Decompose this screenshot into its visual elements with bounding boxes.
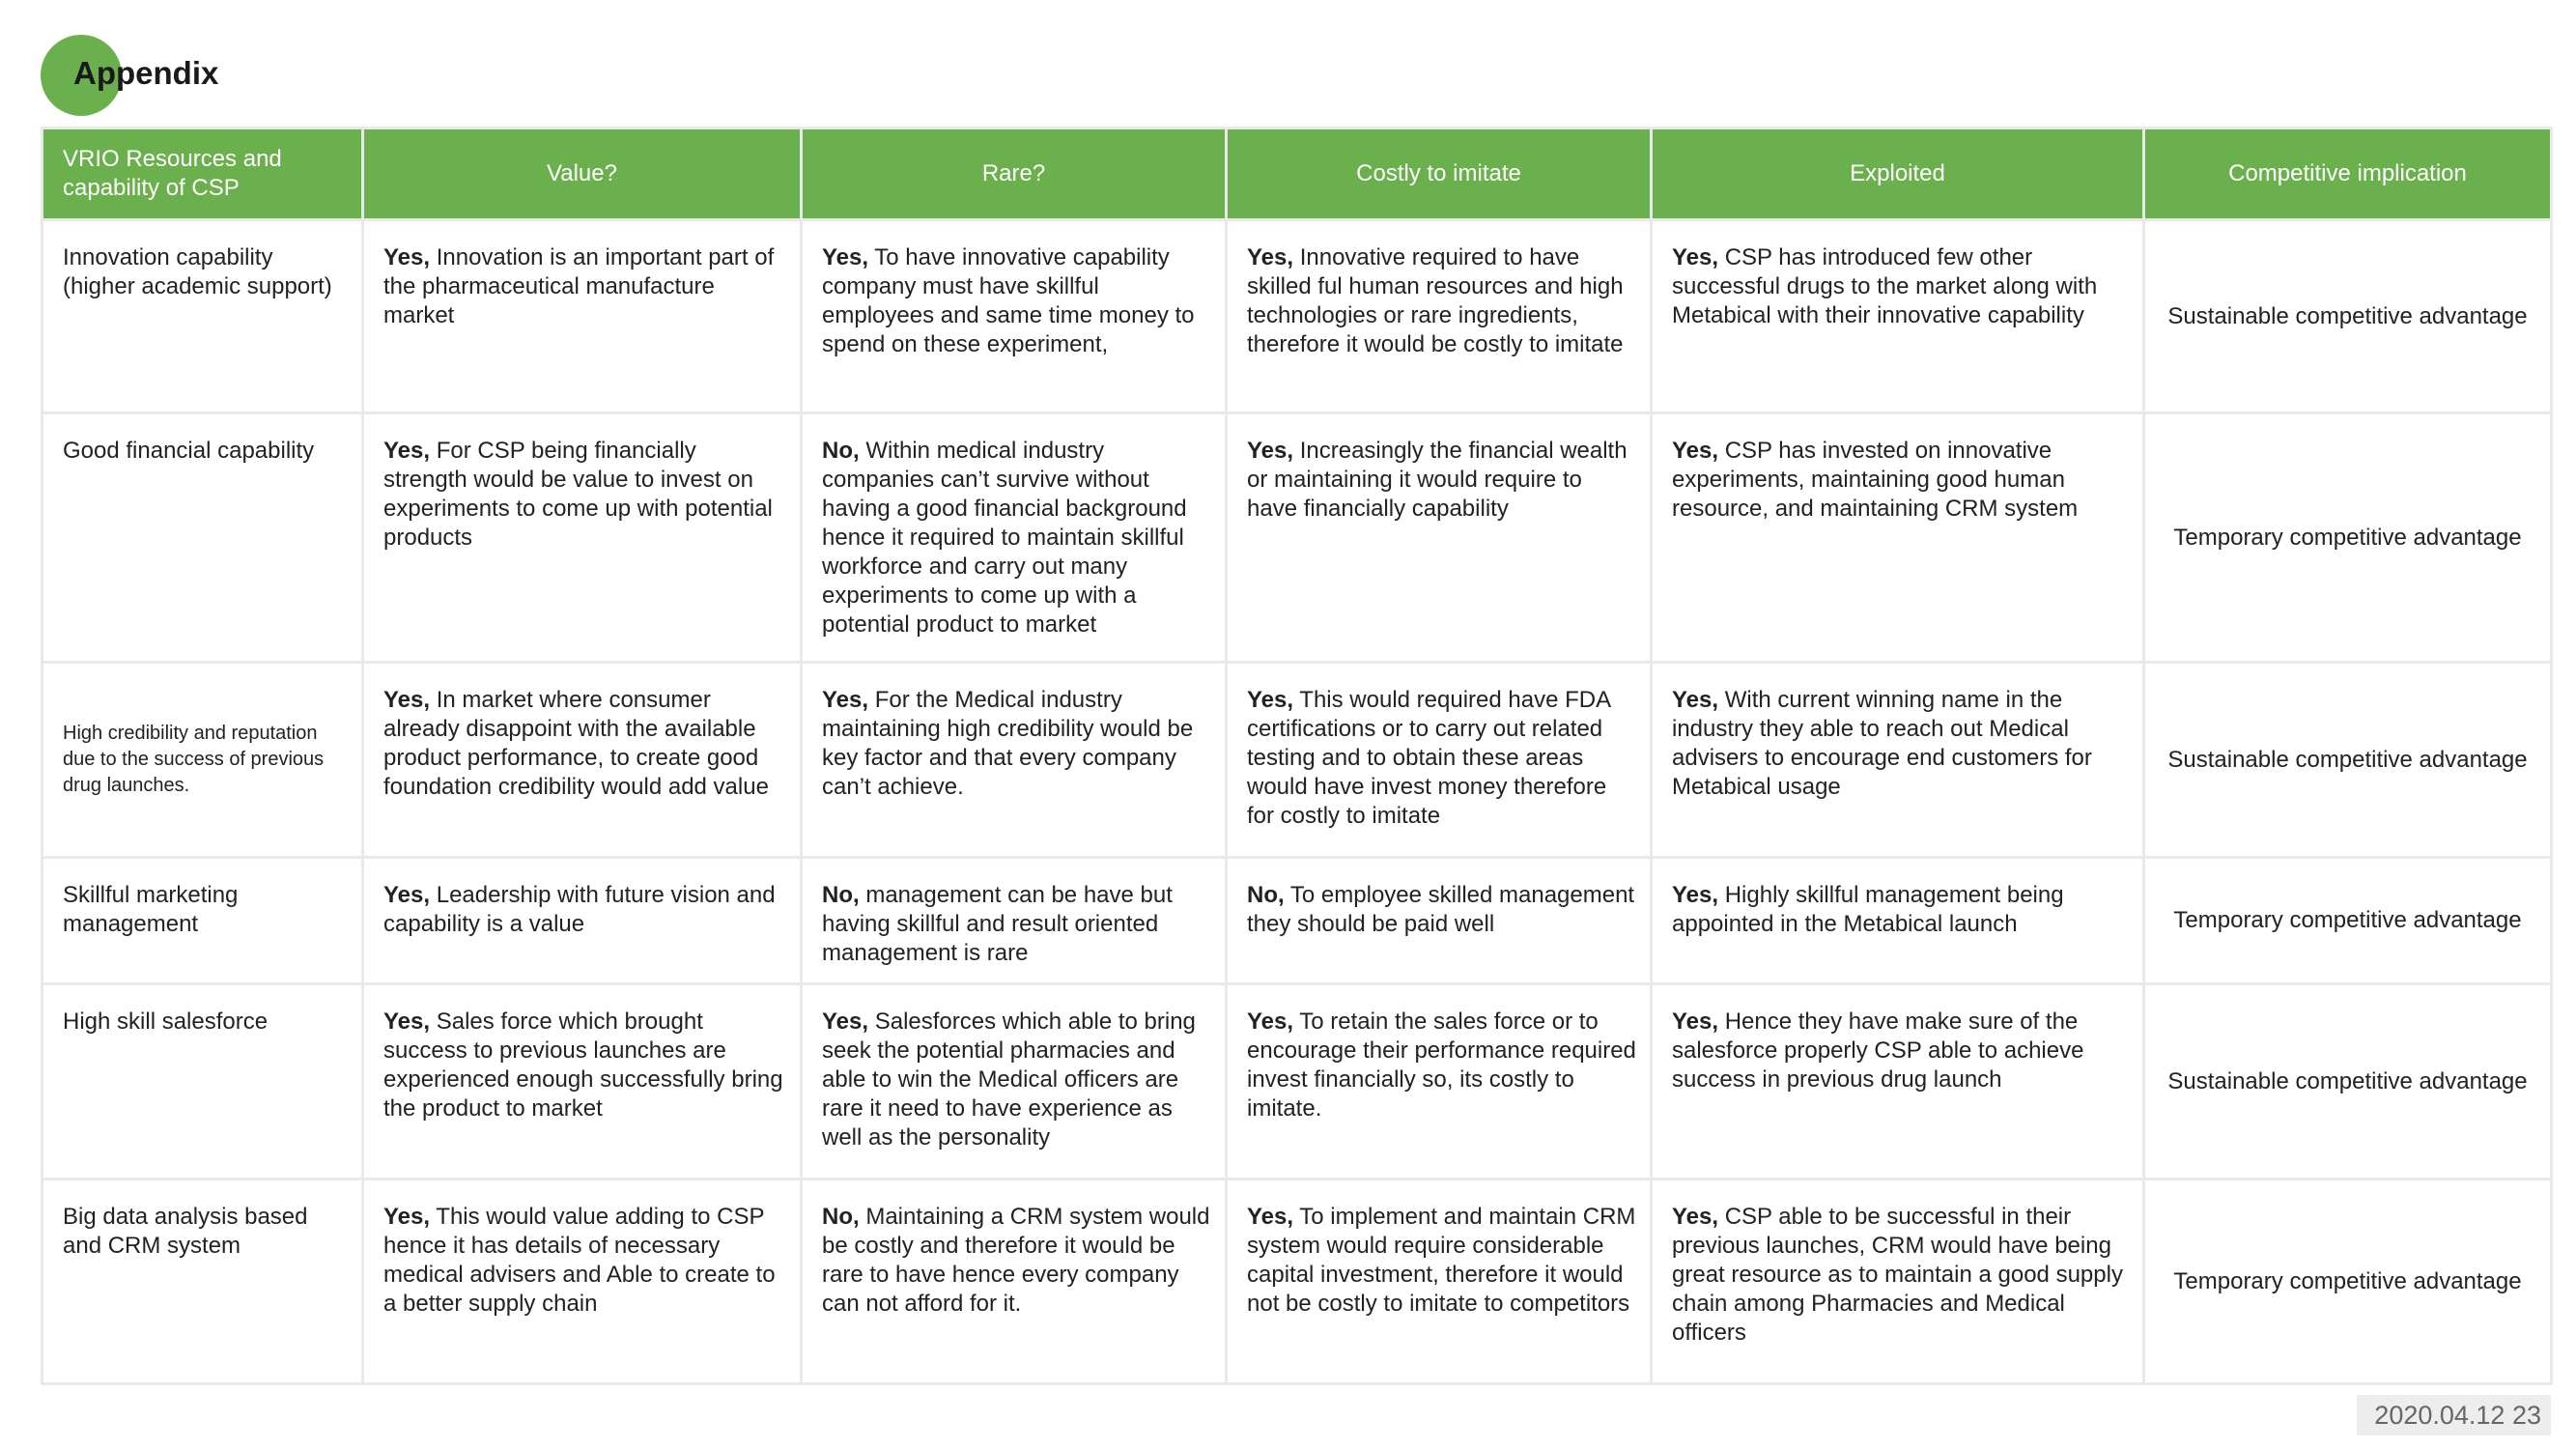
cell-text: Innovation is an important part of the pharmaceutical manufacture market <box>383 244 775 328</box>
resource-cell: Skillful marketing management <box>42 858 363 984</box>
cell-text: CSP has introduced few other successful drugs to the market along with Metabical with their innovative capability <box>1672 244 2098 328</box>
verdict-label: Yes, <box>383 882 431 908</box>
verdict-label: Yes, <box>1247 438 1294 464</box>
cell-text: CSP has invested on innovative experiments, maintaining good human resource, and maintaining CRM system <box>1672 438 2079 522</box>
cell-text: Increasingly the financial wealth or maintaining it would require to have financially capability <box>1247 438 1628 522</box>
verdict-label: Yes, <box>1247 687 1294 713</box>
implication-cell: Sustainable competitive advantage <box>2144 663 2552 858</box>
table-row <box>42 984 2552 1179</box>
verdict-label: No, <box>822 882 860 908</box>
header-rare: Rare? <box>802 128 1227 220</box>
cell-text: This would required have FDA certifications or to carry out related testing and to obtain these areas would have invest money therefore for costly to imitate <box>1247 687 1610 829</box>
verdict-label: No, <box>1247 882 1285 908</box>
verdict-label: Yes, <box>1672 1204 1719 1230</box>
resource-cell: Big data analysis based and CRM system <box>42 1179 363 1384</box>
header-implication: Competitive implication <box>2144 128 2552 220</box>
exploited-cell <box>1652 413 2144 663</box>
vrio-table <box>41 127 2553 1385</box>
cell-text: Hence they have make sure of the salesforce properly CSP able to achieve success in previous drug launch <box>1672 1009 2084 1093</box>
rare-cell <box>802 220 1227 413</box>
exploited-cell <box>1652 220 2144 413</box>
footer-date: 2020.04.12 <box>2374 1401 2505 1430</box>
rare-cell <box>802 858 1227 984</box>
value-cell <box>363 1179 802 1384</box>
header-exploited: Exploited <box>1652 128 2144 220</box>
verdict-label: No, <box>822 1204 860 1230</box>
implication-cell: Temporary competitive advantage <box>2144 1179 2552 1384</box>
value-cell <box>363 984 802 1179</box>
verdict-label: Yes, <box>383 687 431 713</box>
cell-text: This would value adding to CSP hence it has details of necessary medical advisers and Able to create to a better supply chain <box>383 1204 776 1317</box>
header-resource: VRIO Resources and capability of CSP <box>42 128 363 220</box>
table-row <box>42 220 2552 413</box>
verdict-label: Yes, <box>383 1204 431 1230</box>
verdict-label: Yes, <box>383 438 431 464</box>
cell-text: With current winning name in the industry they able to reach out Medical advisers to encourage end customers for Metabical usage <box>1672 687 2092 800</box>
verdict-label: Yes, <box>1672 244 1719 270</box>
exploited-cell <box>1652 984 2144 1179</box>
cell-text: Maintaining a CRM system would be costly and therefore it would be rare to have hence every company can not afford for it. <box>822 1204 1210 1317</box>
costly-cell <box>1227 858 1652 984</box>
costly-cell <box>1227 1179 1652 1384</box>
rare-cell <box>802 984 1227 1179</box>
verdict-label: Yes, <box>383 1009 431 1035</box>
verdict-label: Yes, <box>1672 882 1719 908</box>
value-cell <box>363 858 802 984</box>
cell-text: Leadership with future vision and capability is a value <box>383 882 776 937</box>
verdict-label: Yes, <box>1247 1009 1294 1035</box>
resource-cell: Good financial capability <box>42 413 363 663</box>
verdict-label: Yes, <box>1247 244 1294 270</box>
cell-text: Within medical industry companies can’t survive without having a good financial background hence it required to maintain skillful workforce and carry out many experiments to come up with a potential product to market <box>822 438 1187 638</box>
costly-cell <box>1227 413 1652 663</box>
cell-text: To have innovative capability company must have skillful employees and same time money to spend on these experiment, <box>822 244 1195 357</box>
resource-cell: High credibility and reputation due to the success of previous drug launches. <box>42 663 363 858</box>
table-row <box>42 663 2552 858</box>
cell-text: Salesforces which able to bring seek the potential pharmacies and able to win the Medical officers are rare it need to have experience as well as the personality <box>822 1009 1196 1151</box>
value-cell <box>363 413 802 663</box>
costly-cell <box>1227 220 1652 413</box>
exploited-cell <box>1652 1179 2144 1384</box>
exploited-cell <box>1652 858 2144 984</box>
cell-text: CSP able to be successful in their previous launches, CRM would have being great resource as to maintain a good supply chain among Pharmacies and Medical officers <box>1672 1204 2123 1346</box>
cell-text: Highly skillful management being appointed in the Metabical launch <box>1672 882 2064 937</box>
verdict-label: Yes, <box>1672 1009 1719 1035</box>
verdict-label: Yes, <box>1672 687 1719 713</box>
cell-text: For CSP being financially strength would be value to invest on experiments to come up with potential products <box>383 438 773 551</box>
verdict-label: Yes, <box>383 244 431 270</box>
value-cell <box>363 663 802 858</box>
cell-text: To employee skilled management they should be paid well <box>1247 882 1635 937</box>
header-costly: Costly to imitate <box>1227 128 1652 220</box>
cell-text: For the Medical industry maintaining high credibility would be key factor and that every company can’t achieve. <box>822 687 1194 800</box>
table-header-row <box>42 128 2552 220</box>
costly-cell <box>1227 663 1652 858</box>
cell-text: Innovative required to have skilled ful human resources and high technologies or rare ingredients, therefore it would be costly to imitate <box>1247 244 1624 357</box>
verdict-label: Yes, <box>822 687 869 713</box>
exploited-cell <box>1652 663 2144 858</box>
table-row <box>42 1179 2552 1384</box>
verdict-label: Yes, <box>1672 438 1719 464</box>
resource-cell: High skill salesforce <box>42 984 363 1179</box>
rare-cell <box>802 1179 1227 1384</box>
page-number: 23 <box>2511 1401 2541 1430</box>
implication-cell: Temporary competitive advantage <box>2144 858 2552 984</box>
table-row <box>42 858 2552 984</box>
value-cell <box>363 220 802 413</box>
footer-badge <box>2357 1395 2551 1435</box>
costly-cell <box>1227 984 1652 1179</box>
verdict-label: Yes, <box>822 1009 869 1035</box>
implication-cell: Sustainable competitive advantage <box>2144 220 2552 413</box>
cell-text: In market where consumer already disappoint with the available product performance, to create good foundation credibility would add value <box>383 687 769 800</box>
cell-text: To implement and maintain CRM system would require considerable capital investment, therefore it would not be costly to imitate to competitors <box>1247 1204 1636 1317</box>
page-title: Appendix <box>73 55 219 91</box>
implication-cell: Sustainable competitive advantage <box>2144 984 2552 1179</box>
verdict-label: Yes, <box>1247 1204 1294 1230</box>
cell-text: To retain the sales force or to encourage their performance required invest financially so, its costly to imitate. <box>1247 1009 1636 1122</box>
implication-cell: Temporary competitive advantage <box>2144 413 2552 663</box>
cell-text: management can be have but having skillful and result oriented management is rare <box>822 882 1173 966</box>
cell-text: Sales force which brought success to previous launches are experienced enough successfully bring the product to market <box>383 1009 783 1122</box>
rare-cell <box>802 663 1227 858</box>
header-value: Value? <box>363 128 802 220</box>
rare-cell <box>802 413 1227 663</box>
verdict-label: Yes, <box>822 244 869 270</box>
table-row <box>42 413 2552 663</box>
resource-cell: Innovation capability (higher academic support) <box>42 220 363 413</box>
verdict-label: No, <box>822 438 860 464</box>
